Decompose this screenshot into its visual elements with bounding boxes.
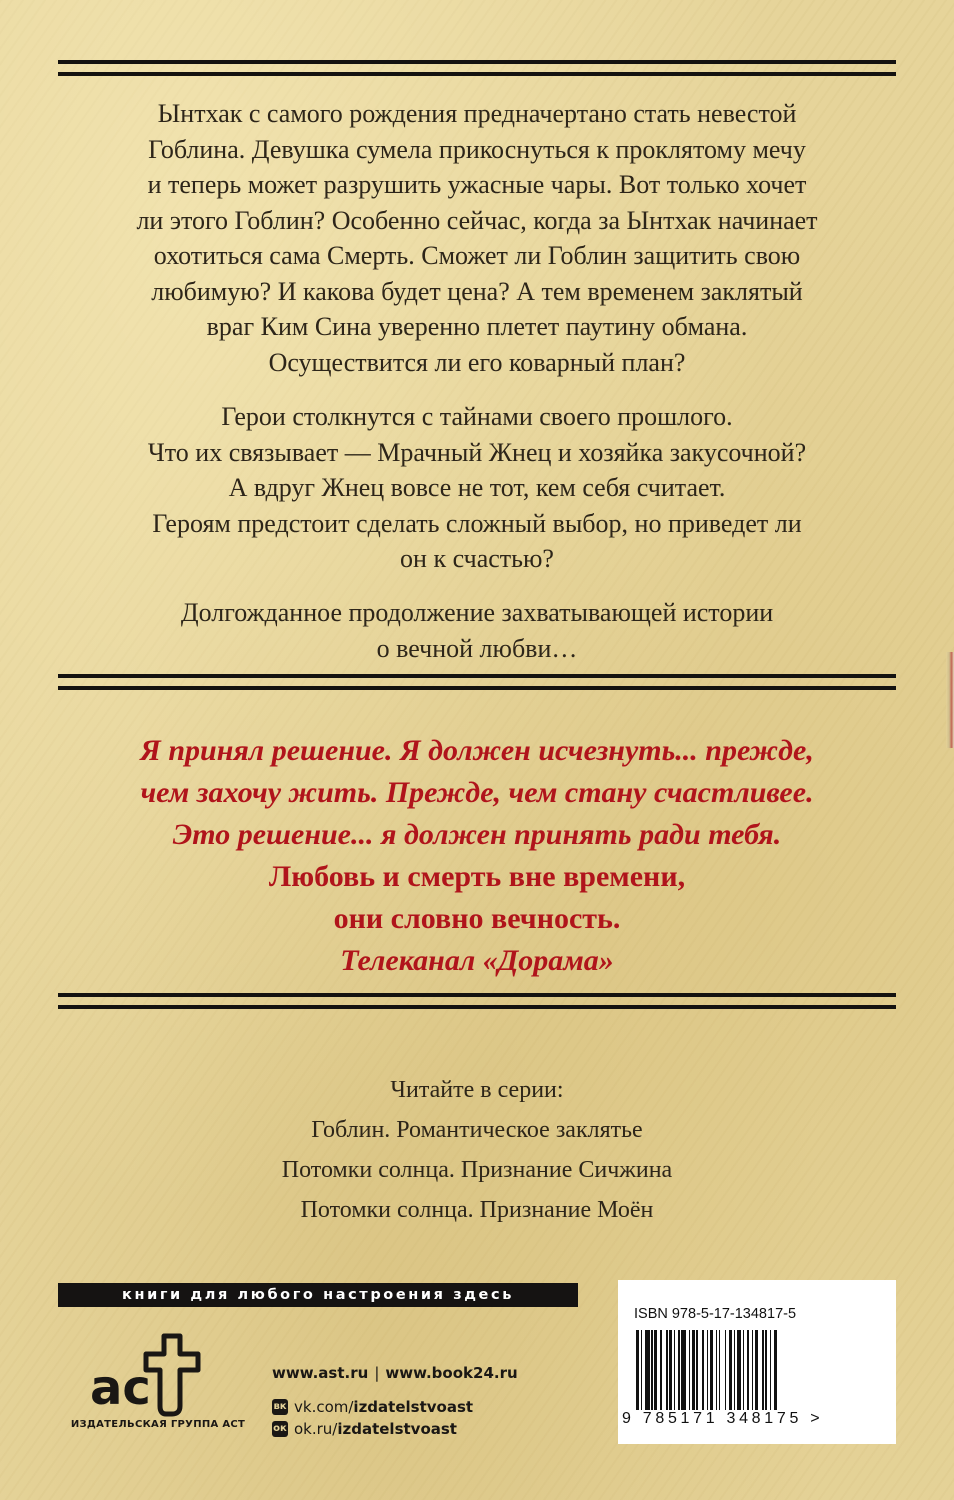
vk-link[interactable] [272,1396,518,1418]
quote-line: чем захочу жить. Прежде, чем стану счастливее. [140,776,814,809]
vk-handle: izdatelstvoast [353,1398,474,1416]
link-separator: | [374,1364,380,1382]
description-paragraph-2: Герои столкнутся с тайнами своего прошлого. Что их связывает — Мрачный Жнец и хозяйка закусочной? А вдруг Жнец вовсе не тот, кем себя считает. Героям предстоит сделать сложный выбор, но приведет ли он к счастью? [147,402,807,573]
barcode-digits: 9 785171 348175 > [622,1410,824,1427]
top-rule-lower [58,72,896,76]
series-heading: Читайте в серии: [390,1077,564,1103]
series-list [60,1070,894,1230]
middle-rule-upper [58,674,896,678]
middle-rule-lower [58,686,896,690]
quote-line: они словно вечность. [333,902,621,935]
isbn-block [618,1280,896,1444]
bottom-rule-lower [58,1005,896,1009]
odnoklassniki-icon: ок [272,1421,288,1437]
website-link-ast[interactable]: www.ast.ru [272,1364,369,1382]
publisher-name: ИЗДАТЕЛЬСКАЯ ГРУППА АСТ [70,1419,246,1430]
series-title: Потомки солнца. Признание Сичжина [281,1157,673,1183]
vk-icon: вк [272,1399,288,1415]
isbn-label: ISBN 978-5-17-134817-5 [634,1306,797,1322]
page-edge-decoration [946,652,954,748]
barcode-bar [777,1330,779,1410]
quote-line: Это решение... я должен принять ради тебя. [172,818,782,851]
website-links [272,1362,518,1384]
ast-logo [60,1328,260,1448]
publisher-tagline: книги для любого настроения здесь [58,1283,578,1307]
ast-logo-icon [60,1328,260,1418]
barcode [636,1330,842,1410]
website-link-book24[interactable]: www.book24.ru [385,1364,518,1382]
bottom-rule-upper [58,993,896,997]
quote-source: Телеканал «Дорама» [340,944,614,977]
featured-quote [60,730,894,982]
quote-line: Я принял решение. Я должен исчезнуть... прежде, [140,734,814,767]
description-paragraph-1: Ынтхак с самого рождения предначертано стать невестой Гоблина. Девушка сумела прикоснуться к проклятому мечу и теперь может разрушить ужасные чары. Вот только хочет ли этого Гоблин? Особенно сейчас, когда за Ынтхак начинает охотиться сама Смерть. Сможет ли Гоблин защитить свою любимую? И какова будет цена? А тем временем заклятый враг Ким Сина уверенно плетет паутину обмана. Осуществится ли его коварный план? [136,99,818,377]
top-rule-upper [58,60,896,64]
ok-handle: izdatelstvoast [337,1420,457,1438]
quote-line: Любовь и смерть вне времени, [268,860,686,893]
series-title: Потомки солнца. Признание Моён [300,1197,654,1223]
vk-prefix: vk.com/ [294,1398,354,1416]
ok-link[interactable] [272,1418,518,1440]
ast-logo-text: ас [90,1360,151,1416]
ok-prefix: ok.ru/ [294,1420,338,1438]
description-paragraph-3: Долгожданное продолжение захватывающей истории о вечной любви… [180,598,774,663]
publisher-links [272,1362,518,1440]
series-title: Гоблин. Романтическое заклятье [311,1117,643,1143]
